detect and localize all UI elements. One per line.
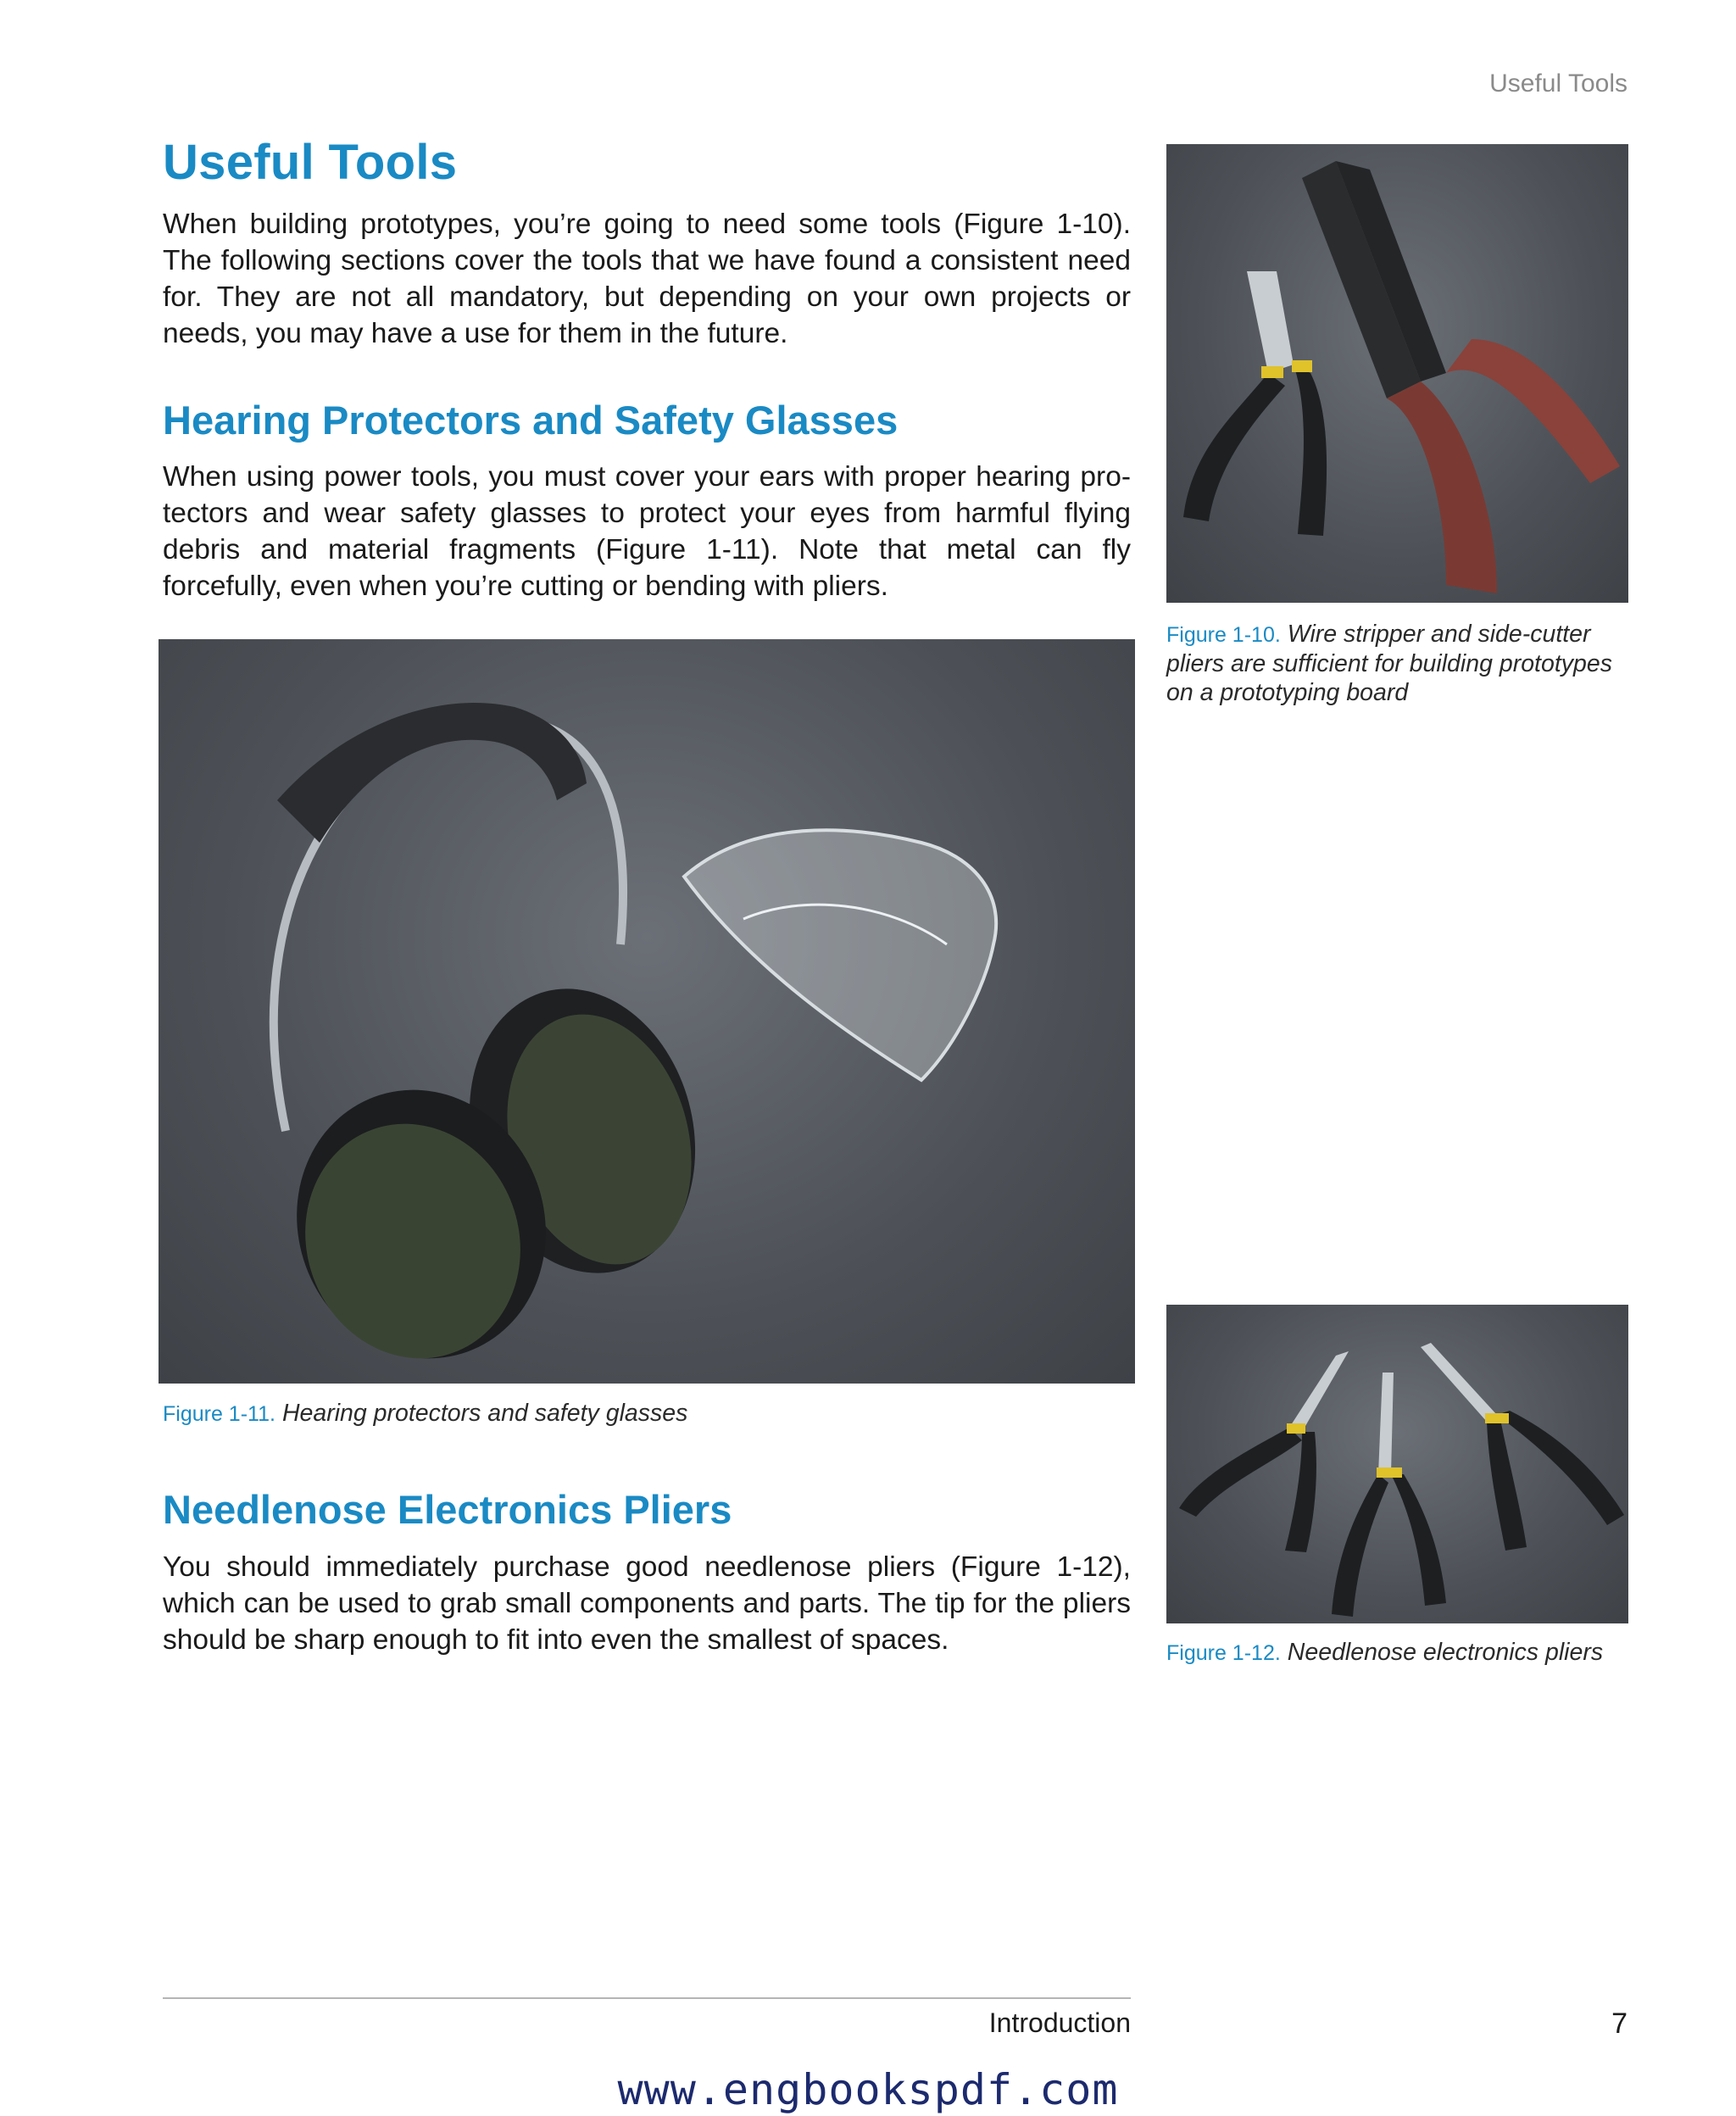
figure-1-12-caption: [1166, 1638, 1633, 1668]
figure-1-11-caption: [163, 1399, 1131, 1428]
footer-rule: [163, 1997, 1131, 1999]
paragraph-useful-tools: When building prototypes, you’re going to need some tools (Figure 1-10). The following sections cover the tools that we have found a consistent need for. They are not all mandatory, but depending on your own projects or needs, you may have a use for them in the future.: [163, 209, 1131, 349]
figure-1-11-photo: [159, 639, 1135, 1384]
section-heading-hearing-protectors: Hearing Protectors and Safety Glasses: [163, 398, 899, 443]
figure-1-12-photo: [1166, 1305, 1628, 1623]
figure-1-10-caption: [1166, 620, 1633, 707]
figure-1-10-label: Figure 1-10.: [1166, 623, 1281, 647]
section-heading-useful-tools: Useful Tools: [163, 135, 458, 190]
footer-section-name: Introduction: [988, 2007, 1131, 2038]
section-heading-needlenose-pliers: Needlenose Electronics Pliers: [163, 1487, 732, 1532]
watermark-link[interactable]: www.engbookspdf.com: [617, 2065, 1119, 2114]
running-header: Useful Tools: [1489, 70, 1628, 97]
figure-1-10-caption-text: Wire stripper and side-cutter pliers are sufficient for building prototypes on a prototyping board: [1166, 621, 1612, 706]
paragraph-hearing-protectors: When using power tools, you must cover your ears with proper hearing pro-tectors and wear safety glasses to protect your eyes from harmful flying debris and material fragments (Figure 1-11). Note that metal can fly forcefully, even when you’re cutting or bending with pliers.: [163, 461, 1131, 602]
page-number: 7: [1611, 2007, 1628, 2040]
figure-1-10-photo: [1166, 144, 1628, 603]
figure-1-11-caption-text: Hearing protectors and safety glasses: [281, 1400, 688, 1427]
figure-1-11-label: Figure 1-11.: [163, 1402, 275, 1426]
paragraph-needlenose-pliers: You should immediately purchase good needlenose pliers (Figure 1-12), which can be used to grab small components and parts. The tip for the pliers should be sharp enough to fit into even the smallest of spaces.: [163, 1551, 1131, 1656]
figure-1-12-caption-text: Needlenose electronics pliers: [1287, 1639, 1604, 1666]
figure-1-12-label: Figure 1-12.: [1166, 1641, 1281, 1665]
